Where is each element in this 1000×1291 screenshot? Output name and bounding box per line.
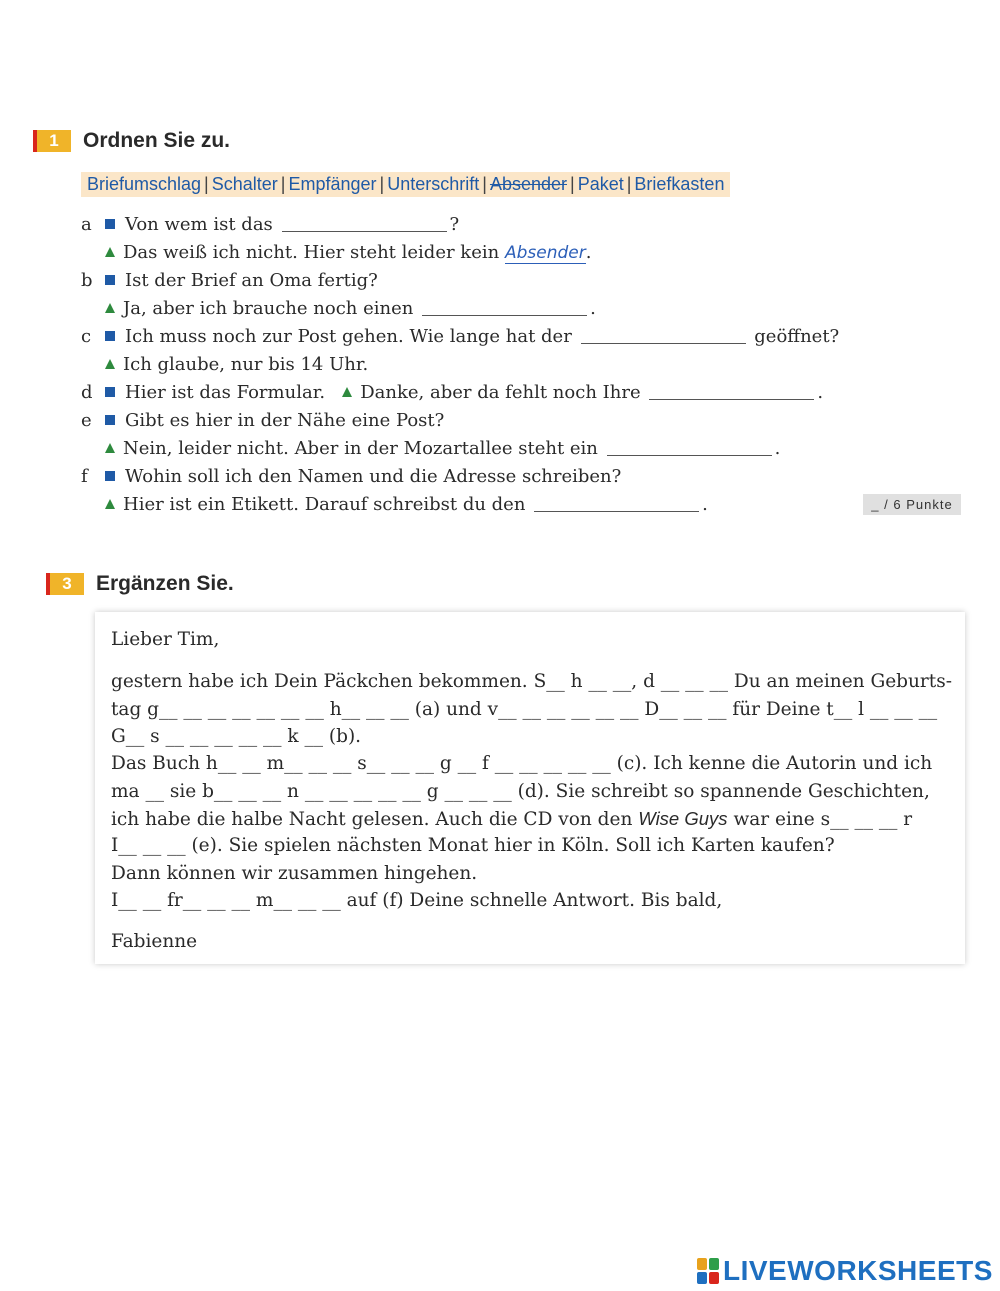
exercise-3-header <box>46 572 234 596</box>
word: Schalter <box>211 174 278 194</box>
item-c-answer: Ich glaube, nur bis 14 Uhr. <box>105 353 368 377</box>
filled-answer[interactable]: Absender <box>504 243 586 263</box>
letter-line[interactable]: I__ __ fr__ __ __ m__ __ __ auf (f) Deine schnelle Antwort. Bis bald, <box>111 890 723 911</box>
item-f-answer: Hier ist ein Etikett. Darauf schreibst du den . <box>105 493 708 517</box>
triangle-bullet-icon <box>105 303 115 313</box>
square-bullet-icon <box>105 331 115 341</box>
letter-line[interactable]: tag g__ __ __ __ __ __ __ h__ __ __ (a) und v__ __ __ __ __ __ D__ __ __ für Deine t__ l __ __ __ <box>111 699 938 720</box>
square-bullet-icon <box>105 219 115 229</box>
answer-blank[interactable] <box>422 299 587 316</box>
item-a-question: a Von wem ist das ? <box>81 214 460 235</box>
triangle-bullet-icon <box>342 387 352 397</box>
liveworksheets-logo: LIVEWORKSHEETS <box>697 1255 993 1287</box>
letter-line[interactable]: ma __ sie b__ __ __ n __ __ __ __ __ g __ __ __ (d). Sie schreibt so spannende Geschichten, <box>111 781 930 802</box>
item-e-answer: Nein, leider nicht. Aber in der Mozartallee steht ein . <box>105 437 780 461</box>
item-f-question: f Wohin soll ich den Namen und die Adresse schreiben? <box>81 466 622 487</box>
item-b-answer: Ja, aber ich brauche noch einen . <box>105 297 596 321</box>
word: Briefumschlag <box>87 174 202 194</box>
square-bullet-icon <box>105 415 115 425</box>
exercise-1-header <box>33 129 230 153</box>
exercise-title: Ordnen Sie zu. <box>83 129 231 152</box>
letter-line[interactable]: gestern habe ich Dein Päckchen bekommen. S__ h __ __, d __ __ __ Du an meinen Geburts- <box>111 671 952 692</box>
answer-blank[interactable] <box>581 327 746 344</box>
word-used: Absender <box>489 174 567 194</box>
letter-box <box>95 612 965 964</box>
item-c-question: c Ich muss noch zur Post gehen. Wie lange hat der geöffnet? <box>81 326 840 347</box>
letter-line[interactable]: ich habe die halbe Nacht gelesen. Auch die CD von den Wise Guys war eine s__ __ __ r <box>111 808 913 830</box>
points-badge: _ / 6 Punkte <box>863 494 961 515</box>
word: Paket <box>577 174 624 194</box>
word: Briefkasten <box>634 174 725 194</box>
answer-blank[interactable] <box>282 215 447 232</box>
letter-line[interactable]: G__ s __ __ __ __ __ k __ (b). <box>111 726 362 747</box>
item-a-answer: Das weiß ich nicht. Hier steht leider kein Absender. <box>105 241 591 265</box>
exercise-number: 1 <box>33 130 71 152</box>
letter-line[interactable]: Das Buch h__ __ m__ __ __ s__ __ __ g __ f __ __ __ __ __ (c). Ich kenne die Autorin und ich <box>111 753 933 774</box>
triangle-bullet-icon <box>105 443 115 453</box>
answer-blank[interactable] <box>607 439 772 456</box>
square-bullet-icon <box>105 471 115 481</box>
square-bullet-icon <box>105 275 115 285</box>
triangle-bullet-icon <box>105 247 115 257</box>
word: Empfänger <box>288 174 377 194</box>
triangle-bullet-icon <box>105 499 115 509</box>
logo-icon <box>697 1258 719 1284</box>
item-d: d Hier ist das Formular. Danke, aber da fehlt noch Ihre . <box>81 382 824 403</box>
answer-blank[interactable] <box>534 495 699 512</box>
exercise-title: Ergänzen Sie. <box>96 572 234 595</box>
letter-line: Dann können wir zusammen hingehen. <box>111 863 478 884</box>
square-bullet-icon <box>105 387 115 397</box>
triangle-bullet-icon <box>105 359 115 369</box>
answer-blank[interactable] <box>649 383 814 400</box>
item-b-question: b Ist der Brief an Oma fertig? <box>81 270 378 291</box>
letter-line[interactable]: I__ __ __ (e). Sie spielen nächsten Monat hier in Köln. Soll ich Karten kaufen? <box>111 835 835 856</box>
word: Unterschrift <box>387 174 480 194</box>
letter-greeting: Lieber Tim, <box>111 629 220 650</box>
word-box: Briefumschlag | Schalter | Empfänger | Unterschrift | Absender | Paket | Briefkasten <box>81 172 730 197</box>
letter-signature: Fabienne <box>111 931 198 952</box>
exercise-number: 3 <box>46 573 84 595</box>
item-e-question: e Gibt es hier in der Nähe eine Post? <box>81 410 445 431</box>
